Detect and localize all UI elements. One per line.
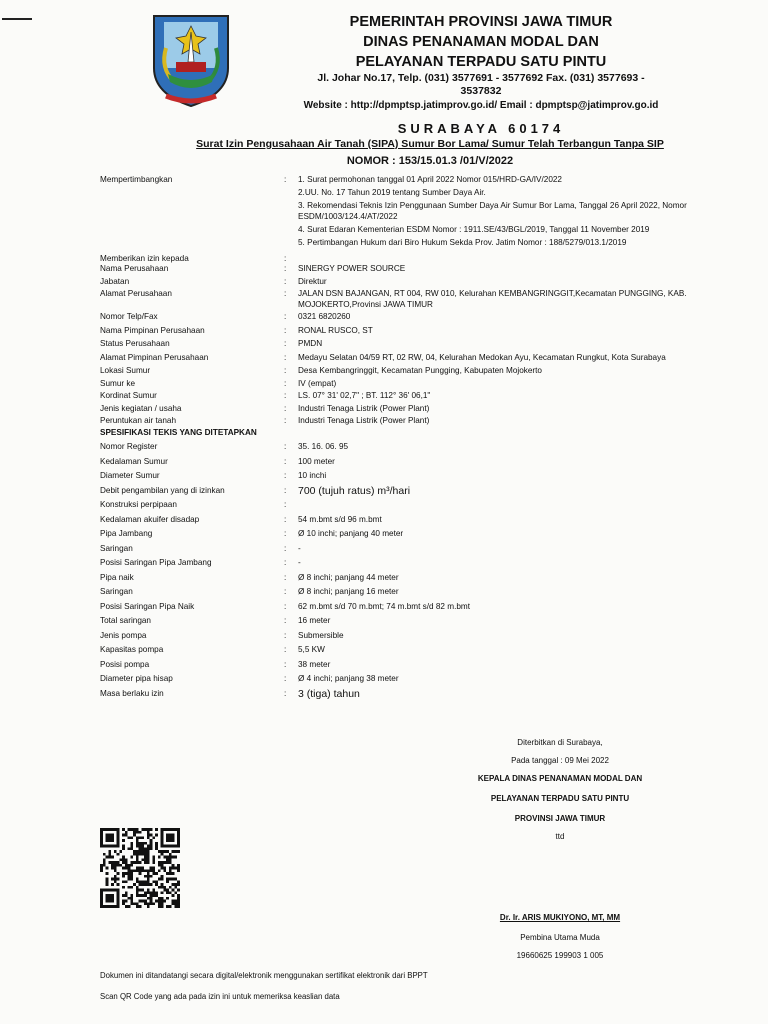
spec-row [100,515,720,526]
field-label: Alamat Pimpinan Perusahaan [100,352,209,362]
field-label: Peruntukan air tanah [100,416,177,425]
considering-list [298,175,718,251]
gov-name: PEMERINTAH PROVINSI JAWA TIMUR [349,14,613,30]
colon: : [284,442,287,451]
field-label: Nomor Telp/Fax [100,312,158,321]
colon: : [284,391,287,400]
spec-row [100,471,720,482]
colon: : [284,403,287,413]
colon: : [284,416,287,425]
colon: : [284,674,287,683]
field-label: Jabatan [100,276,130,286]
colon: : [284,688,287,698]
colon: : [284,601,287,611]
spec-value: Ø 4 inchi; panjang 38 meter [298,674,399,683]
field-value: LS. 07° 31' 02,7" ; BT. 112° 36' 06,1" [298,391,431,400]
colon: : [284,339,287,348]
colon: : [284,630,287,640]
field-label: Jenis kegiatan / usaha [100,403,182,413]
spec-row [100,573,720,584]
considering-item: 1. Surat permohonan tanggal 01 April 2022 Nomor 015/HRD-GA/IV/2022 [298,175,562,184]
field-label: Alamat Perusahaan [100,289,172,298]
spec-row [100,631,720,642]
spec-value: 35. 16. 06. 95 [298,442,349,451]
footer-note-qr-scan: Scan QR Code yang ada pada izin ini untuk memeriksa keaslian data [100,992,340,1001]
signer-nip: 19660625 199903 1 005 [516,951,604,960]
spec-value: Submersible [298,630,344,640]
agency-address: Jl. Johar No.17, Telp. (031) 3577691 - 3577692 Fax. (031) 3577693 - 3537832 [317,72,645,97]
spec-row [100,529,720,540]
spec-label: Jenis pompa [100,630,147,640]
spec-row [100,674,720,685]
signer-title-2: PELAYANAN TERPADU SATU PINTU [490,794,630,803]
spec-value: 3 (tiga) tahun [298,687,360,700]
spec-value: 100 meter [298,456,335,466]
spec-row [100,616,720,627]
considering-item: 2.UU. No. 17 Tahun 2019 tentang Sumber Daya Air. [298,188,486,197]
issued-at: Diterbitkan di Surabaya, [517,738,603,747]
field-value: 0321 6820260 [298,312,351,321]
document-number: NOMOR : 153/15.01.3 /01/V/2022 [346,155,514,167]
spec-value: - [298,558,301,567]
spec-value: 700 (tujuh ratus) m³/hari [298,484,411,497]
spec-label: Posisi Saringan Pipa Naik [100,601,195,611]
spec-title-row [100,428,720,439]
field-row [100,326,720,337]
colon: : [284,514,287,524]
spec-value: 38 meter [298,659,331,669]
spec-value: Ø 8 inchi; panjang 16 meter [298,587,399,596]
colon: : [284,572,287,582]
spec-title: SPESIFIKASI TEKIS YANG DITETAPKAN [100,427,257,437]
spec-label: Pipa naik [100,572,134,582]
field-label: Kordinat Sumur [100,391,157,400]
signer-rank: Pembina Utama Muda [520,933,600,942]
colon: : [284,659,287,669]
colon: : [284,587,287,596]
field-row [100,391,720,402]
signer-name: Dr. Ir. ARIS MUKIYONO, MT, MM [499,913,621,922]
spec-row [100,457,720,468]
city-postcode: SURABAYA 60174 [397,121,565,136]
colon: : [284,289,287,298]
field-row [100,264,720,275]
corner-mark [2,18,32,20]
agency-website: Website : http://dpmptsp.jatimprov.go.id/ Email : dpmptsp@jatimprov.go.id [303,100,659,111]
field-row [100,254,720,265]
spec-row [100,500,720,511]
field-row [100,353,720,364]
colon: : [284,558,287,567]
issued-date: Pada tanggal : 09 Mei 2022 [511,756,609,765]
field-label: Lokasi Sumur [100,366,151,375]
footer-note-digital-signature: Dokumen ini ditandatangi secara digital/elektronik menggunakan sertifikat elektronik dari BPPT [100,971,428,980]
considering-item: 3. Rekomendasi Teknis Izin Penggunaan Sumber Daya Air Sumur Bor Lama, Tanggal 26 April 2022, Nomor ESDM/1003/124.4/AT/2022 [298,201,687,221]
qr-code-icon [100,828,180,908]
spec-value: 5,5 KW [298,645,325,654]
colon: : [284,485,287,495]
spec-label: Diameter Sumur [100,471,160,480]
spec-row [100,544,720,555]
colon: : [284,378,287,388]
considering-row [100,175,720,251]
field-label: Nama Pimpinan Perusahaan [100,325,205,335]
colon: : [284,276,287,286]
spec-value: Ø 8 inchi; panjang 44 meter [298,572,399,582]
spec-label: Total saringan [100,616,151,625]
spec-row [100,587,720,598]
spec-label: Diameter pipa hisap [100,674,173,683]
permit-details [100,175,720,699]
spec-row [100,486,720,497]
colon: : [284,366,287,375]
spec-row [100,602,720,613]
spec-row [100,645,720,656]
spec-label: Posisi pompa [100,659,150,669]
spec-label: Saringan [100,543,133,553]
ttd-mark: ttd [555,832,565,841]
field-value: RONAL RUSCO, ST [298,325,373,335]
field-row [100,312,720,323]
field-label: Mempertimbangkan [100,175,173,184]
colon: : [284,325,287,335]
colon: : [284,543,287,553]
spec-value: Ø 10 inchi; panjang 40 meter [298,529,404,538]
field-value: JALAN DSN BAJANGAN, RT 004, RW 010, Kelurahan KEMBANGRINGGIT,Kecamatan PUNGGING, KAB. MOJOKERTO,Provinsi JAWA TIMUR [298,289,687,309]
field-label: Nama Perusahaan [100,264,169,273]
colon: : [284,645,287,654]
colon: : [284,253,287,263]
field-row [100,277,720,288]
agency-name-2: PELAYANAN TERPADU SATU PINTU [355,54,607,70]
field-label: Sumur ke [100,378,136,388]
field-value: SINERGY POWER SOURCE [298,264,406,273]
field-value: Industri Tenaga Listrik (Power Plant) [298,416,430,425]
colon: : [284,175,287,184]
field-row [100,366,720,377]
spec-value: 54 m.bmt s/d 96 m.bmt [298,514,382,524]
considering-item: 4. Surat Edaran Kementerian ESDM Nomor : 1911.SE/43/BGL/2019, Tanggal 11 November 2019 [298,224,650,234]
spec-label: Saringan [100,587,133,596]
field-value: Industri Tenaga Listrik (Power Plant) [298,403,430,413]
field-value [298,254,718,265]
signer-title-3: PROVINSI JAWA TIMUR [514,814,606,823]
colon: : [284,616,287,625]
spec-label: Posisi Saringan Pipa Jambang [100,558,212,567]
spec-row [100,689,720,700]
field-value: Direktur [298,276,327,286]
field-value: Medayu Selatan 04/59 RT, 02 RW, 04, Kelurahan Medokan Ayu, Kecamatan Rungkut, Kota Surabaya [298,352,666,362]
spec-value: - [298,543,301,553]
document-subject: Surat Izin Pengusahaan Air Tanah (SIPA) Sumur Bor Lama/ Sumur Telah Terbangun Tanpa SIP [196,138,664,150]
field-row [100,404,720,415]
agency-name-1: DINAS PENANAMAN MODAL DAN [363,34,599,50]
colon: : [284,529,287,538]
colon: : [284,500,287,509]
spec-label: Pipa Jambang [100,529,153,538]
spec-label: Debit pengambilan yang di izinkan [100,485,225,495]
spec-label: Kedalaman Sumur [100,456,168,466]
field-row [100,416,720,427]
spec-label: Konstruksi perpipaan [100,500,177,509]
spec-value: 10 inchi [298,471,327,480]
spec-row [100,558,720,569]
field-value: PMDN [298,339,323,348]
signer-title-1: KEPALA DINAS PENANAMAN MODAL DAN [477,774,643,783]
jawa-timur-emblem-logo [150,12,232,110]
spec-row [100,660,720,671]
field-row [100,289,720,310]
spec-value: 62 m.bmt s/d 70 m.bmt; 74 m.bmt s/d 82 m.bmt [298,601,470,611]
colon: : [284,471,287,480]
spec-row [100,442,720,453]
colon: : [284,456,287,466]
spec-label: Kedalaman akuifer disadap [100,514,200,524]
field-label: Status Perusahaan [100,339,170,348]
spec-label: Kapasitas pompa [100,645,164,654]
colon: : [284,264,287,273]
field-row [100,379,720,390]
spec-value: 16 meter [298,616,331,625]
considering-item: 5. Pertimbangan Hukum dari Biro Hukum Sekda Prov. Jatim Nomor : 188/5279/013.1/2019 [298,237,627,247]
field-value: Desa Kembangringgit, Kecamatan Pungging, Kabupaten Mojokerto [298,366,542,375]
spec-label: Masa berlaku izin [100,688,164,698]
field-value: IV (empat) [298,378,337,388]
spec-value [298,500,718,511]
colon: : [284,352,287,362]
spec-label: Nomor Register [100,442,158,451]
field-label: Memberikan izin kepada [100,253,189,263]
colon: : [284,312,287,321]
field-row [100,339,720,350]
